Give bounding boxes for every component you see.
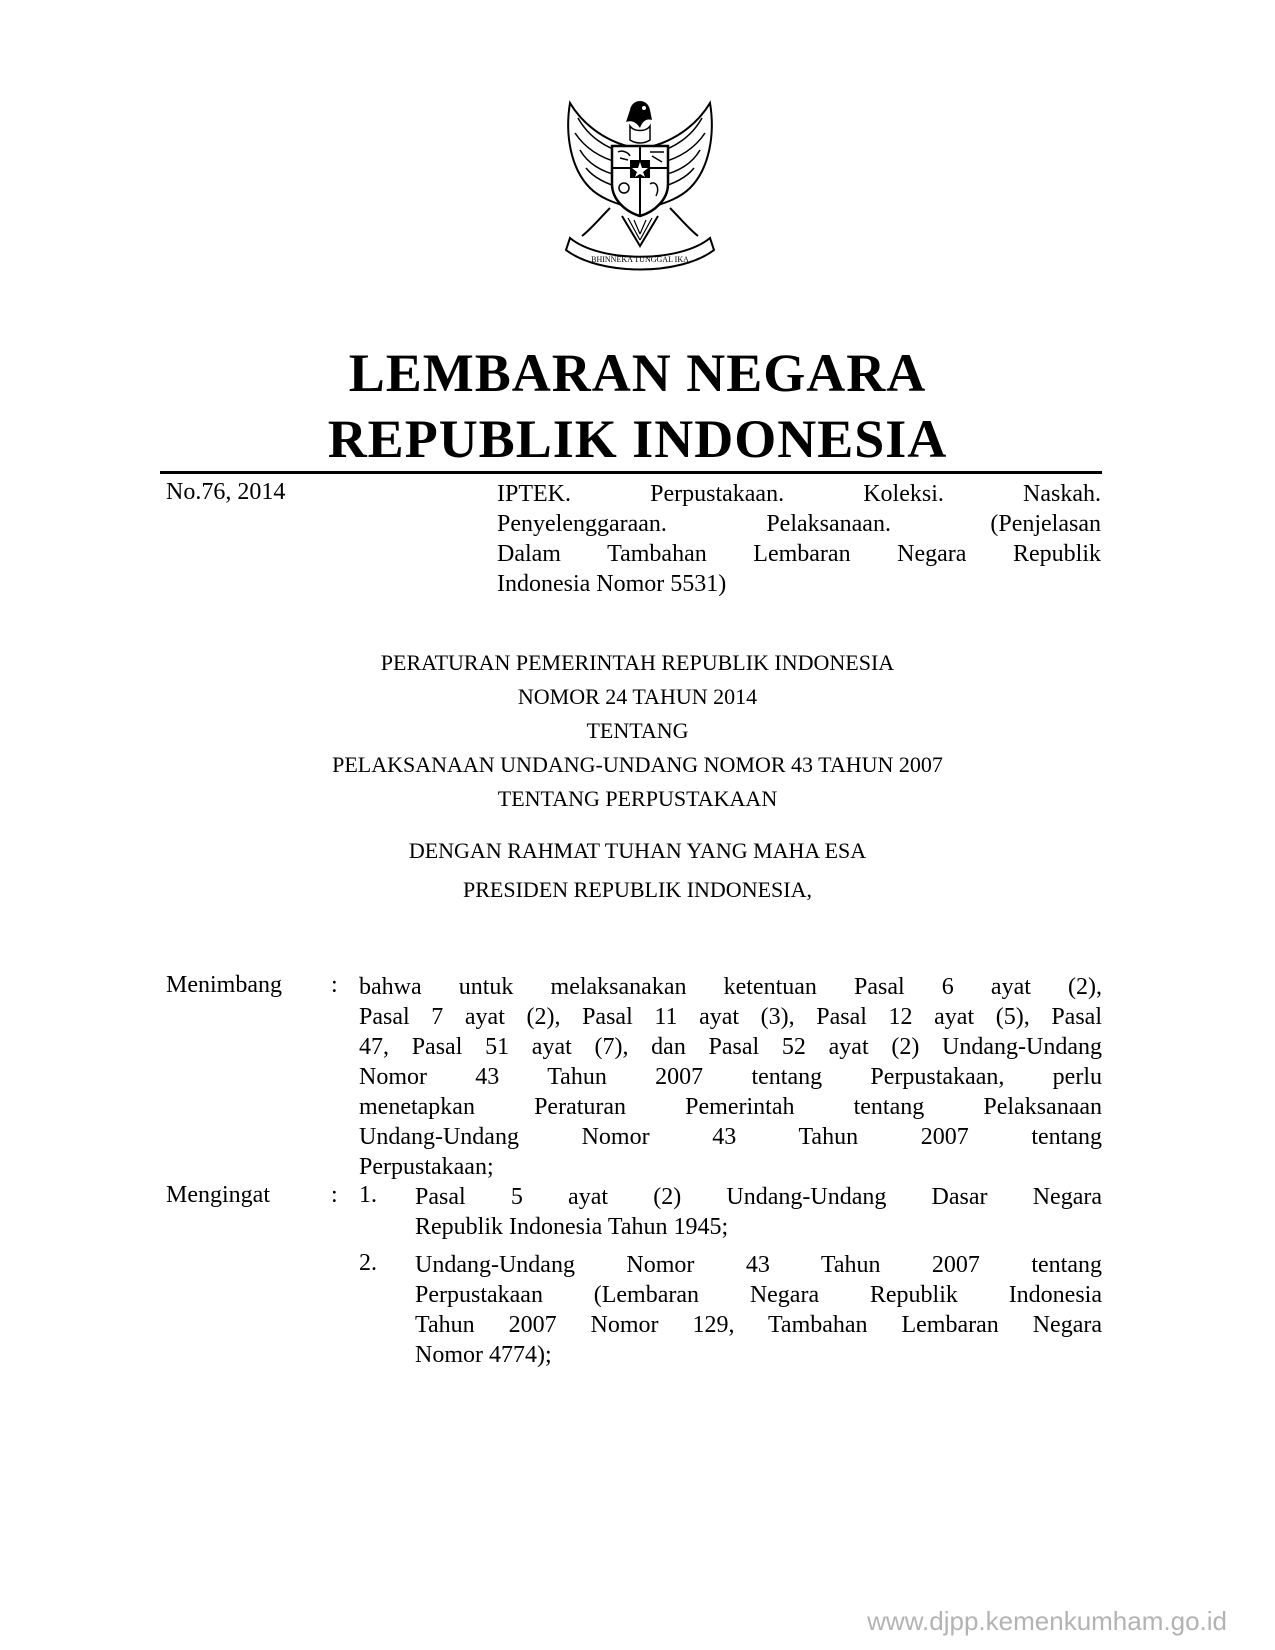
regulation-subject-topic: TENTANG PERPUSTAKAAN — [497, 786, 778, 811]
issue-subject-line: Indonesia Nomor 5531) — [497, 571, 727, 597]
menimbang-label: Menimbang — [166, 972, 282, 998]
menimbang-line: bahwa untuk melaksanakan ketentuan Pasal 6 ayat (2), — [359, 974, 1102, 1000]
menimbang-colon: : — [331, 972, 338, 998]
menimbang-line: menetapkan Peraturan Pemerintah tentang Pelaksanaan — [359, 1094, 1102, 1120]
garuda-pancasila-emblem — [540, 88, 740, 288]
mengingat-item — [415, 1182, 1102, 1242]
menimbang-line: Perpustakaan; — [359, 1154, 494, 1180]
opening-president: PRESIDEN REPUBLIK INDONESIA, — [463, 877, 812, 902]
title-divider — [160, 471, 1102, 474]
menimbang-text — [359, 972, 1102, 1182]
footer-url: www.djpp.kemenkumham.go.id — [867, 1606, 1227, 1636]
regulation-about: TENTANG — [586, 718, 689, 743]
document-title-line1: LEMBARAN NEGARA — [348, 343, 927, 403]
issue-subject — [497, 479, 1101, 599]
mengingat-colon: : — [331, 1182, 338, 1208]
opening-blessing: DENGAN RAHMAT TUHAN YANG MAHA ESA — [408, 838, 867, 863]
menimbang-line: Pasal 7 ayat (2), Pasal 11 ayat (3), Pasal 12 ayat (5), Pasal — [359, 1004, 1102, 1030]
emblem-motto: BHINNEKA TUNGGAL IKA — [591, 255, 689, 264]
regulation-title: PERATURAN PEMERINTAH REPUBLIK INDONESIA — [380, 650, 895, 675]
mengingat-label: Mengingat — [166, 1182, 270, 1208]
garuda-emblem-icon — [540, 88, 740, 288]
issue-subject-line: Dalam Tambahan Lembaran Negara Republik — [497, 541, 1101, 567]
mengingat-item-number: 2. — [359, 1250, 377, 1276]
menimbang-line: Undang-Undang Nomor 43 Tahun 2007 tentang — [359, 1124, 1102, 1150]
mengingat-item-line: Tahun 2007 Nomor 129, Tambahan Lembaran Negara — [415, 1312, 1102, 1338]
regulation-number: NOMOR 24 TAHUN 2014 — [517, 684, 758, 709]
issue-number: No.76, 2014 — [166, 479, 286, 505]
regulation-subject: PELAKSANAAN UNDANG-UNDANG NOMOR 43 TAHUN 2007 — [332, 752, 943, 777]
issue-subject-line: Penyelenggaraan. Pelaksanaan. (Penjelasan — [497, 511, 1101, 537]
menimbang-line: 47, Pasal 51 ayat (7), dan Pasal 52 ayat (2) Undang-Undang — [359, 1034, 1102, 1060]
mengingat-item-line: Perpustakaan (Lembaran Negara Republik Indonesia — [415, 1282, 1102, 1308]
mengingat-item-number: 1. — [359, 1182, 377, 1208]
mengingat-item — [415, 1250, 1102, 1370]
mengingat-item-line: Pasal 5 ayat (2) Undang-Undang Dasar Negara — [415, 1184, 1102, 1210]
mengingat-item-line: Nomor 4774); — [415, 1342, 552, 1368]
menimbang-line: Nomor 43 Tahun 2007 tentang Perpustakaan, perlu — [359, 1064, 1102, 1090]
document-title-line2: REPUBLIK INDONESIA — [327, 409, 948, 469]
mengingat-item-line: Republik Indonesia Tahun 1945; — [415, 1214, 729, 1240]
issue-subject-line: IPTEK. Perpustakaan. Koleksi. Naskah. — [497, 481, 1101, 507]
mengingat-item-line: Undang-Undang Nomor 43 Tahun 2007 tentang — [415, 1252, 1102, 1278]
